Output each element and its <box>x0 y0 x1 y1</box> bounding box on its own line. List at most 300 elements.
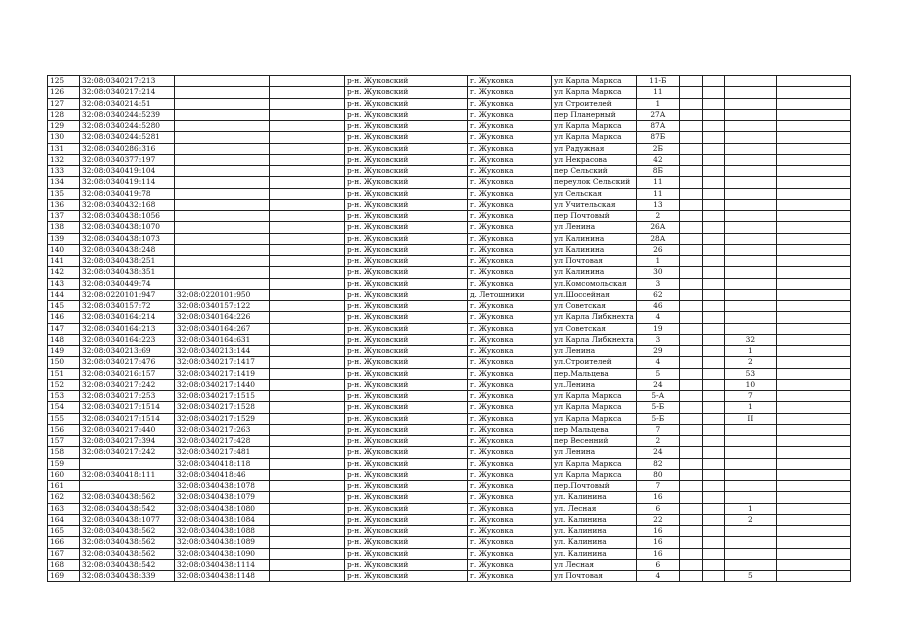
row-number-cell: 169 <box>48 571 80 582</box>
row-number-cell: 155 <box>48 413 80 424</box>
district-cell: р-н. Жуковский <box>345 109 468 120</box>
street-cell: ул.Ленина <box>552 379 637 390</box>
district-cell: р-н. Жуковский <box>345 256 468 267</box>
row-number-cell: 136 <box>48 199 80 210</box>
table-row <box>48 154 851 165</box>
empty-cell <box>679 109 702 120</box>
row-number-cell: 150 <box>48 357 80 368</box>
extra-cell <box>702 402 724 413</box>
apartment-cell <box>724 469 776 480</box>
district-cell: р-н. Жуковский <box>345 492 468 503</box>
cadastral-number-cell: 32:08:0340449:74 <box>80 278 175 289</box>
house-number-cell: 22 <box>636 514 679 525</box>
empty-cell <box>270 379 345 390</box>
cadastral-number-cell: 32:08:0340213:69 <box>80 346 175 357</box>
cadastral-number-cell: 32:08:0340438:1070 <box>80 222 175 233</box>
locality-cell: г. Жуковка <box>468 98 552 109</box>
house-number-cell: 3 <box>636 334 679 345</box>
locality-cell: г. Жуковка <box>468 256 552 267</box>
house-number-cell: 2 <box>636 211 679 222</box>
row-number-cell: 164 <box>48 514 80 525</box>
empty-cell <box>776 346 850 357</box>
locality-cell: г. Жуковка <box>468 424 552 435</box>
house-number-cell: 87А <box>636 121 679 132</box>
district-cell: р-н. Жуковский <box>345 301 468 312</box>
locality-cell: г. Жуковка <box>468 87 552 98</box>
empty-cell <box>270 267 345 278</box>
related-cadastral-cell: 32:08:0340217:1440 <box>175 379 270 390</box>
empty-cell <box>270 514 345 525</box>
street-cell: пер Планерный <box>552 109 637 120</box>
table-row <box>48 334 851 345</box>
extra-cell <box>702 514 724 525</box>
locality-cell: г. Жуковка <box>468 199 552 210</box>
house-number-cell: 46 <box>636 301 679 312</box>
empty-cell <box>270 526 345 537</box>
district-cell: р-н. Жуковский <box>345 424 468 435</box>
related-cadastral-cell: 32:08:0340164:226 <box>175 312 270 323</box>
apartment-cell: 1 <box>724 346 776 357</box>
empty-cell <box>776 222 850 233</box>
apartment-cell <box>724 447 776 458</box>
locality-cell: г. Жуковка <box>468 76 552 87</box>
apartment-cell <box>724 244 776 255</box>
related-cadastral-cell: 32:08:0340217:1419 <box>175 368 270 379</box>
cadastral-number-cell: 32:08:0340216:157 <box>80 368 175 379</box>
extra-cell <box>702 278 724 289</box>
empty-cell <box>679 402 702 413</box>
related-cadastral-cell <box>175 244 270 255</box>
table-row <box>48 323 851 334</box>
district-cell: р-н. Жуковский <box>345 233 468 244</box>
extra-cell <box>702 458 724 469</box>
extra-cell <box>702 87 724 98</box>
row-number-cell: 138 <box>48 222 80 233</box>
apartment-cell <box>724 458 776 469</box>
row-number-cell: 160 <box>48 469 80 480</box>
apartment-cell <box>724 559 776 570</box>
house-number-cell: 2 <box>636 436 679 447</box>
district-cell: р-н. Жуковский <box>345 222 468 233</box>
registry-table <box>47 75 851 582</box>
house-number-cell: 24 <box>636 447 679 458</box>
locality-cell: д. Летошники <box>468 289 552 300</box>
empty-cell <box>270 154 345 165</box>
apartment-cell: II <box>724 413 776 424</box>
apartment-cell <box>724 278 776 289</box>
street-cell: ул Карла Либкнехта <box>552 312 637 323</box>
street-cell: ул Строителей <box>552 98 637 109</box>
district-cell: р-н. Жуковский <box>345 526 468 537</box>
empty-cell <box>270 143 345 154</box>
row-number-cell: 149 <box>48 346 80 357</box>
locality-cell: г. Жуковка <box>468 492 552 503</box>
row-number-cell: 127 <box>48 98 80 109</box>
house-number-cell: 8Б <box>636 166 679 177</box>
related-cadastral-cell <box>175 98 270 109</box>
locality-cell: г. Жуковка <box>468 166 552 177</box>
empty-cell <box>776 256 850 267</box>
related-cadastral-cell <box>175 87 270 98</box>
street-cell: ул Радужная <box>552 143 637 154</box>
district-cell: р-н. Жуковский <box>345 278 468 289</box>
table-row <box>48 379 851 390</box>
related-cadastral-cell: 32:08:0340438:1114 <box>175 559 270 570</box>
house-number-cell: 62 <box>636 289 679 300</box>
table-row <box>48 87 851 98</box>
row-number-cell: 130 <box>48 132 80 143</box>
extra-cell <box>702 334 724 345</box>
empty-cell <box>270 413 345 424</box>
house-number-cell: 4 <box>636 357 679 368</box>
street-cell: ул. Калинина <box>552 514 637 525</box>
locality-cell: г. Жуковка <box>468 278 552 289</box>
empty-cell <box>679 413 702 424</box>
related-cadastral-cell: 32:08:0340438:1078 <box>175 481 270 492</box>
apartment-cell <box>724 87 776 98</box>
district-cell: р-н. Жуковский <box>345 379 468 390</box>
extra-cell <box>702 492 724 503</box>
locality-cell: г. Жуковка <box>468 267 552 278</box>
cadastral-number-cell: 32:08:0340244:5239 <box>80 109 175 120</box>
locality-cell: г. Жуковка <box>468 514 552 525</box>
empty-cell <box>776 548 850 559</box>
table-row <box>48 267 851 278</box>
related-cadastral-cell: 32:08:0340438:1148 <box>175 571 270 582</box>
empty-cell <box>776 143 850 154</box>
related-cadastral-cell: 32:08:0340164:631 <box>175 334 270 345</box>
empty-cell <box>679 514 702 525</box>
apartment-cell <box>724 424 776 435</box>
empty-cell <box>776 514 850 525</box>
table-row <box>48 503 851 514</box>
empty-cell <box>270 368 345 379</box>
house-number-cell: 7 <box>636 424 679 435</box>
empty-cell <box>270 76 345 87</box>
locality-cell: г. Жуковка <box>468 436 552 447</box>
empty-cell <box>679 256 702 267</box>
district-cell: р-н. Жуковский <box>345 199 468 210</box>
apartment-cell: 1 <box>724 402 776 413</box>
district-cell: р-н. Жуковский <box>345 323 468 334</box>
empty-cell <box>270 346 345 357</box>
locality-cell: г. Жуковка <box>468 402 552 413</box>
apartment-cell <box>724 301 776 312</box>
street-cell: ул Карла Либкнехта <box>552 334 637 345</box>
cadastral-number-cell: 32:08:0340438:1056 <box>80 211 175 222</box>
apartment-cell: 2 <box>724 357 776 368</box>
extra-cell <box>702 121 724 132</box>
extra-cell <box>702 301 724 312</box>
cadastral-number-cell: 32:08:0340438:339 <box>80 571 175 582</box>
empty-cell <box>679 571 702 582</box>
district-cell: р-н. Жуковский <box>345 571 468 582</box>
table-row <box>48 548 851 559</box>
locality-cell: г. Жуковка <box>468 559 552 570</box>
locality-cell: г. Жуковка <box>468 301 552 312</box>
district-cell: р-н. Жуковский <box>345 121 468 132</box>
empty-cell <box>776 244 850 255</box>
apartment-cell <box>724 492 776 503</box>
row-number-cell: 146 <box>48 312 80 323</box>
apartment-cell <box>724 526 776 537</box>
district-cell: р-н. Жуковский <box>345 402 468 413</box>
house-number-cell: 6 <box>636 559 679 570</box>
related-cadastral-cell: 32:08:0340213:144 <box>175 346 270 357</box>
empty-cell <box>679 211 702 222</box>
extra-cell <box>702 559 724 570</box>
district-cell: р-н. Жуковский <box>345 537 468 548</box>
empty-cell <box>776 76 850 87</box>
extra-cell <box>702 98 724 109</box>
house-number-cell: 3 <box>636 278 679 289</box>
cadastral-number-cell: 32:08:0340438:562 <box>80 537 175 548</box>
locality-cell: г. Жуковка <box>468 346 552 357</box>
district-cell: р-н. Жуковский <box>345 166 468 177</box>
cadastral-number-cell: 32:08:0340438:562 <box>80 526 175 537</box>
district-cell: р-н. Жуковский <box>345 346 468 357</box>
row-number-cell: 167 <box>48 548 80 559</box>
house-number-cell: 27А <box>636 109 679 120</box>
empty-cell <box>776 391 850 402</box>
empty-cell <box>679 312 702 323</box>
row-number-cell: 145 <box>48 301 80 312</box>
extra-cell <box>702 289 724 300</box>
district-cell: р-н. Жуковский <box>345 87 468 98</box>
table-row <box>48 188 851 199</box>
related-cadastral-cell <box>175 154 270 165</box>
table-row <box>48 244 851 255</box>
row-number-cell: 162 <box>48 492 80 503</box>
house-number-cell: 5-Б <box>636 413 679 424</box>
street-cell: пер.Мальцева <box>552 368 637 379</box>
street-cell: ул Учительская <box>552 199 637 210</box>
empty-cell <box>679 424 702 435</box>
empty-cell <box>776 379 850 390</box>
table-row <box>48 301 851 312</box>
street-cell: ул Советская <box>552 301 637 312</box>
row-number-cell: 135 <box>48 188 80 199</box>
related-cadastral-cell: 32:08:0340164:267 <box>175 323 270 334</box>
apartment-cell: 10 <box>724 379 776 390</box>
street-cell: ул Калинина <box>552 267 637 278</box>
cadastral-number-cell: 32:08:0340438:251 <box>80 256 175 267</box>
cadastral-number-cell: 32:08:0340217:242 <box>80 447 175 458</box>
row-number-cell: 154 <box>48 402 80 413</box>
extra-cell <box>702 132 724 143</box>
cadastral-number-cell: 32:08:0340418:111 <box>80 469 175 480</box>
district-cell: р-н. Жуковский <box>345 391 468 402</box>
district-cell: р-н. Жуковский <box>345 503 468 514</box>
related-cadastral-cell <box>175 267 270 278</box>
empty-cell <box>270 87 345 98</box>
cadastral-number-cell <box>80 458 175 469</box>
related-cadastral-cell <box>175 278 270 289</box>
street-cell: пер Весенний <box>552 436 637 447</box>
district-cell: р-н. Жуковский <box>345 98 468 109</box>
cadastral-number-cell: 32:08:0340217:440 <box>80 424 175 435</box>
table-row <box>48 98 851 109</box>
street-cell: ул Карла Маркса <box>552 132 637 143</box>
street-cell: пер Мальцева <box>552 424 637 435</box>
row-number-cell: 157 <box>48 436 80 447</box>
table-row <box>48 211 851 222</box>
empty-cell <box>270 537 345 548</box>
house-number-cell: 26 <box>636 244 679 255</box>
district-cell: р-н. Жуковский <box>345 177 468 188</box>
district-cell: р-н. Жуковский <box>345 154 468 165</box>
empty-cell <box>679 391 702 402</box>
extra-cell <box>702 154 724 165</box>
empty-cell <box>776 413 850 424</box>
house-number-cell: 29 <box>636 346 679 357</box>
apartment-cell <box>724 211 776 222</box>
cadastral-number-cell: 32:08:0340438:562 <box>80 548 175 559</box>
house-number-cell: 7 <box>636 481 679 492</box>
empty-cell <box>679 132 702 143</box>
empty-cell <box>270 233 345 244</box>
empty-cell <box>776 98 850 109</box>
cadastral-number-cell: 32:08:0340217:1514 <box>80 402 175 413</box>
related-cadastral-cell: 32:08:0340217:1529 <box>175 413 270 424</box>
empty-cell <box>270 312 345 323</box>
empty-cell <box>270 244 345 255</box>
cadastral-number-cell: 32:08:0340419:78 <box>80 188 175 199</box>
empty-cell <box>679 289 702 300</box>
empty-cell <box>679 278 702 289</box>
locality-cell: г. Жуковка <box>468 109 552 120</box>
empty-cell <box>270 571 345 582</box>
apartment-cell <box>724 289 776 300</box>
extra-cell <box>702 346 724 357</box>
house-number-cell: 4 <box>636 312 679 323</box>
street-cell: ул.Строителей <box>552 357 637 368</box>
locality-cell: г. Жуковка <box>468 391 552 402</box>
empty-cell <box>776 424 850 435</box>
house-number-cell: 11 <box>636 188 679 199</box>
related-cadastral-cell: 32:08:0340217:1528 <box>175 402 270 413</box>
extra-cell <box>702 391 724 402</box>
apartment-cell <box>724 436 776 447</box>
house-number-cell: 1 <box>636 256 679 267</box>
district-cell: р-н. Жуковский <box>345 289 468 300</box>
related-cadastral-cell <box>175 199 270 210</box>
empty-cell <box>776 447 850 458</box>
empty-cell <box>776 109 850 120</box>
empty-cell <box>776 278 850 289</box>
empty-cell <box>776 334 850 345</box>
extra-cell <box>702 312 724 323</box>
empty-cell <box>679 346 702 357</box>
cadastral-number-cell: 32:08:0340157:72 <box>80 301 175 312</box>
related-cadastral-cell: 32:08:0340157:122 <box>175 301 270 312</box>
district-cell: р-н. Жуковский <box>345 188 468 199</box>
empty-cell <box>776 132 850 143</box>
house-number-cell: 16 <box>636 526 679 537</box>
apartment-cell <box>724 98 776 109</box>
house-number-cell: 16 <box>636 537 679 548</box>
cadastral-number-cell: 32:08:0340377:197 <box>80 154 175 165</box>
row-number-cell: 163 <box>48 503 80 514</box>
table-row <box>48 121 851 132</box>
row-number-cell: 131 <box>48 143 80 154</box>
row-number-cell: 134 <box>48 177 80 188</box>
cadastral-number-cell: 32:08:0340438:248 <box>80 244 175 255</box>
empty-cell <box>776 458 850 469</box>
street-cell: ул Калинина <box>552 244 637 255</box>
street-cell: ул. Лесная <box>552 503 637 514</box>
empty-cell <box>270 222 345 233</box>
extra-cell <box>702 436 724 447</box>
empty-cell <box>270 548 345 559</box>
row-number-cell: 143 <box>48 278 80 289</box>
empty-cell <box>270 323 345 334</box>
empty-cell <box>679 503 702 514</box>
street-cell: ул Сельская <box>552 188 637 199</box>
house-number-cell: 4 <box>636 571 679 582</box>
empty-cell <box>679 548 702 559</box>
table-row <box>48 312 851 323</box>
empty-cell <box>776 233 850 244</box>
locality-cell: г. Жуковка <box>468 469 552 480</box>
apartment-cell <box>724 323 776 334</box>
empty-cell <box>679 368 702 379</box>
empty-cell <box>776 537 850 548</box>
table-row <box>48 458 851 469</box>
cadastral-number-cell: 32:08:0340244:5281 <box>80 132 175 143</box>
apartment-cell <box>724 199 776 210</box>
table-row <box>48 143 851 154</box>
house-number-cell: 28А <box>636 233 679 244</box>
apartment-cell <box>724 188 776 199</box>
district-cell: р-н. Жуковский <box>345 132 468 143</box>
table-row <box>48 222 851 233</box>
apartment-cell <box>724 548 776 559</box>
empty-cell <box>679 87 702 98</box>
related-cadastral-cell: 32:08:0340438:1080 <box>175 503 270 514</box>
related-cadastral-cell: 32:08:0340217:1515 <box>175 391 270 402</box>
empty-cell <box>776 323 850 334</box>
empty-cell <box>776 154 850 165</box>
extra-cell <box>702 413 724 424</box>
table-row <box>48 76 851 87</box>
locality-cell: г. Жуковка <box>468 143 552 154</box>
cadastral-number-cell: 32:08:0340214:51 <box>80 98 175 109</box>
related-cadastral-cell: 32:08:0340217:263 <box>175 424 270 435</box>
house-number-cell: 5-А <box>636 391 679 402</box>
district-cell: р-н. Жуковский <box>345 143 468 154</box>
locality-cell: г. Жуковка <box>468 312 552 323</box>
empty-cell <box>776 301 850 312</box>
row-number-cell: 147 <box>48 323 80 334</box>
house-number-cell: 6 <box>636 503 679 514</box>
row-number-cell: 148 <box>48 334 80 345</box>
street-cell: пер.Почтовый <box>552 481 637 492</box>
table-row <box>48 256 851 267</box>
empty-cell <box>679 492 702 503</box>
street-cell: ул Карла Маркса <box>552 458 637 469</box>
empty-cell <box>270 166 345 177</box>
apartment-cell: 7 <box>724 391 776 402</box>
cadastral-number-cell: 32:08:0340438:542 <box>80 503 175 514</box>
table-row <box>48 278 851 289</box>
empty-cell <box>776 436 850 447</box>
related-cadastral-cell: 32:08:0340418:118 <box>175 458 270 469</box>
empty-cell <box>270 469 345 480</box>
street-cell: ул Карла Маркса <box>552 121 637 132</box>
row-number-cell: 125 <box>48 76 80 87</box>
extra-cell <box>702 571 724 582</box>
